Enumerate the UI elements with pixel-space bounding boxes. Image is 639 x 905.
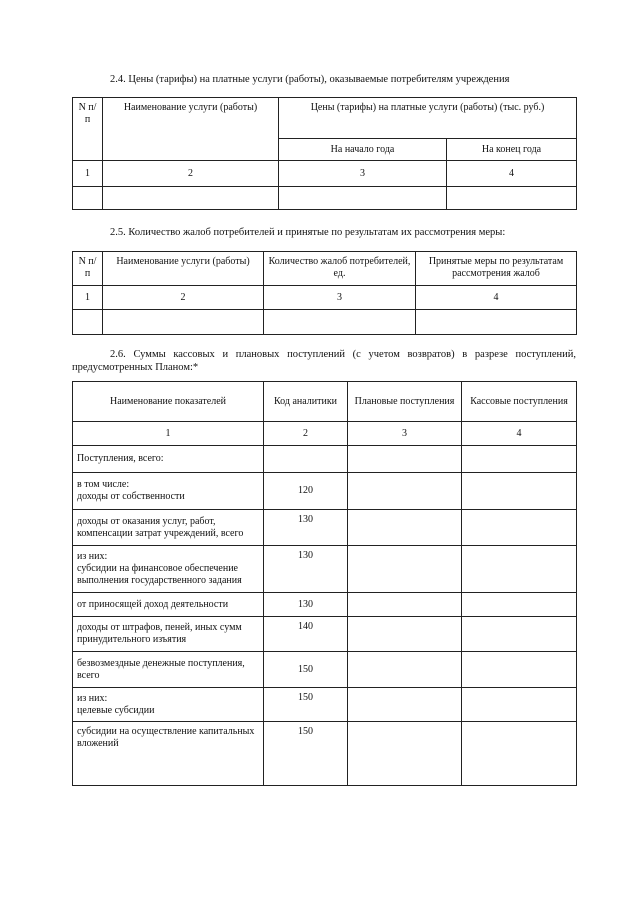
column-number: 3	[264, 286, 416, 310]
planned-receipts-cell	[348, 446, 462, 473]
column-number: 2	[103, 286, 264, 310]
table-row	[73, 446, 577, 473]
planned-receipts-cell	[348, 510, 462, 546]
section-2-4-heading: 2.4. Цены (тарифы) на платные услуги (работы), оказываемые потребителям учреждения	[110, 74, 510, 85]
header-end-of-year: На конец года	[447, 139, 577, 161]
section-2-5-heading: 2.5. Количество жалоб потребителей и принятые по результатам их рассмотрения меры:	[110, 227, 506, 238]
empty-cell	[103, 187, 279, 210]
indicator-name: безвозмездные денежные поступления, всего	[73, 652, 264, 688]
indicator-name: от приносящей доход деятельности	[73, 593, 264, 617]
header-prices: Цены (тарифы) на платные услуги (работы) (тыс. руб.)	[279, 98, 577, 139]
header-planned-receipts: Плановые поступления	[348, 382, 462, 422]
analytics-code: 150	[264, 652, 348, 688]
empty-cell	[73, 310, 103, 335]
header-analytics-code: Код аналитики	[264, 382, 348, 422]
section-2-6-heading: 2.6. Суммы кассовых и плановых поступлений (с учетом возвратов) в разрезе поступлений, предусмотренных Планом:*	[72, 349, 576, 373]
empty-cell	[264, 310, 416, 335]
analytics-code: 130	[264, 546, 348, 593]
analytics-code: 130	[264, 593, 348, 617]
planned-receipts-cell	[348, 688, 462, 722]
analytics-code: 150	[264, 688, 348, 722]
table-row	[73, 722, 577, 786]
analytics-code: 120	[264, 473, 348, 510]
column-number: 2	[103, 161, 279, 187]
column-number: 4	[447, 161, 577, 187]
planned-receipts-cell	[348, 473, 462, 510]
cash-receipts-cell	[462, 546, 577, 593]
planned-receipts-cell	[348, 593, 462, 617]
column-number: 1	[73, 422, 264, 446]
cash-receipts-cell	[462, 688, 577, 722]
header-complaints-count: Количество жалоб потребителей, ед.	[264, 252, 416, 286]
cash-receipts-cell	[462, 652, 577, 688]
header-service-name: Наименование услуги (работы)	[103, 252, 264, 286]
header-num: N п/п	[73, 252, 103, 286]
planned-receipts-cell	[348, 652, 462, 688]
indicator-name: субсидии на осуществление капитальных вложений	[73, 722, 264, 786]
empty-cell	[103, 310, 264, 335]
cash-receipts-cell	[462, 510, 577, 546]
header-cash-receipts: Кассовые поступления	[462, 382, 577, 422]
empty-cell	[73, 187, 103, 210]
analytics-code	[264, 446, 348, 473]
planned-receipts-cell	[348, 546, 462, 593]
empty-cell	[447, 187, 577, 210]
planned-receipts-cell	[348, 617, 462, 652]
indicator-name: из них: субсидии на финансовое обеспечение выполнения государственного задания	[73, 546, 264, 593]
column-number: 4	[462, 422, 577, 446]
table-row	[73, 510, 577, 546]
table-row	[73, 617, 577, 652]
column-number: 2	[264, 422, 348, 446]
receipts-table	[72, 381, 577, 786]
indicator-name: в том числе: доходы от собственности	[73, 473, 264, 510]
cash-receipts-cell	[462, 722, 577, 786]
analytics-code: 140	[264, 617, 348, 652]
indicator-name: доходы от штрафов, пеней, иных сумм принудительного изъятия	[73, 617, 264, 652]
complaints-table	[72, 251, 577, 335]
column-number: 3	[279, 161, 447, 187]
empty-cell	[416, 310, 577, 335]
header-service-name: Наименование услуги (работы)	[103, 98, 279, 161]
cash-receipts-cell	[462, 593, 577, 617]
table-row	[73, 688, 577, 722]
cash-receipts-cell	[462, 617, 577, 652]
table-row	[73, 546, 577, 593]
column-number: 1	[73, 286, 103, 310]
table-row	[73, 473, 577, 510]
cash-receipts-cell	[462, 446, 577, 473]
planned-receipts-cell	[348, 722, 462, 786]
header-num: N п/п	[73, 98, 103, 161]
prices-table	[72, 97, 577, 210]
cash-receipts-cell	[462, 473, 577, 510]
column-number: 4	[416, 286, 577, 310]
header-measures: Принятые меры по результатам рассмотрения жалоб	[416, 252, 577, 286]
column-number: 3	[348, 422, 462, 446]
column-number: 1	[73, 161, 103, 187]
indicator-name: из них: целевые субсидии	[73, 688, 264, 722]
table-row	[73, 593, 577, 617]
analytics-code: 130	[264, 510, 348, 546]
indicator-name: доходы от оказания услуг, работ, компенсации затрат учреждений, всего	[73, 510, 264, 546]
analytics-code: 150	[264, 722, 348, 786]
header-start-of-year: На начало года	[279, 139, 447, 161]
header-indicator-name: Наименование показателей	[73, 382, 264, 422]
table-row	[73, 652, 577, 688]
empty-cell	[279, 187, 447, 210]
indicator-name: Поступления, всего:	[73, 446, 264, 473]
